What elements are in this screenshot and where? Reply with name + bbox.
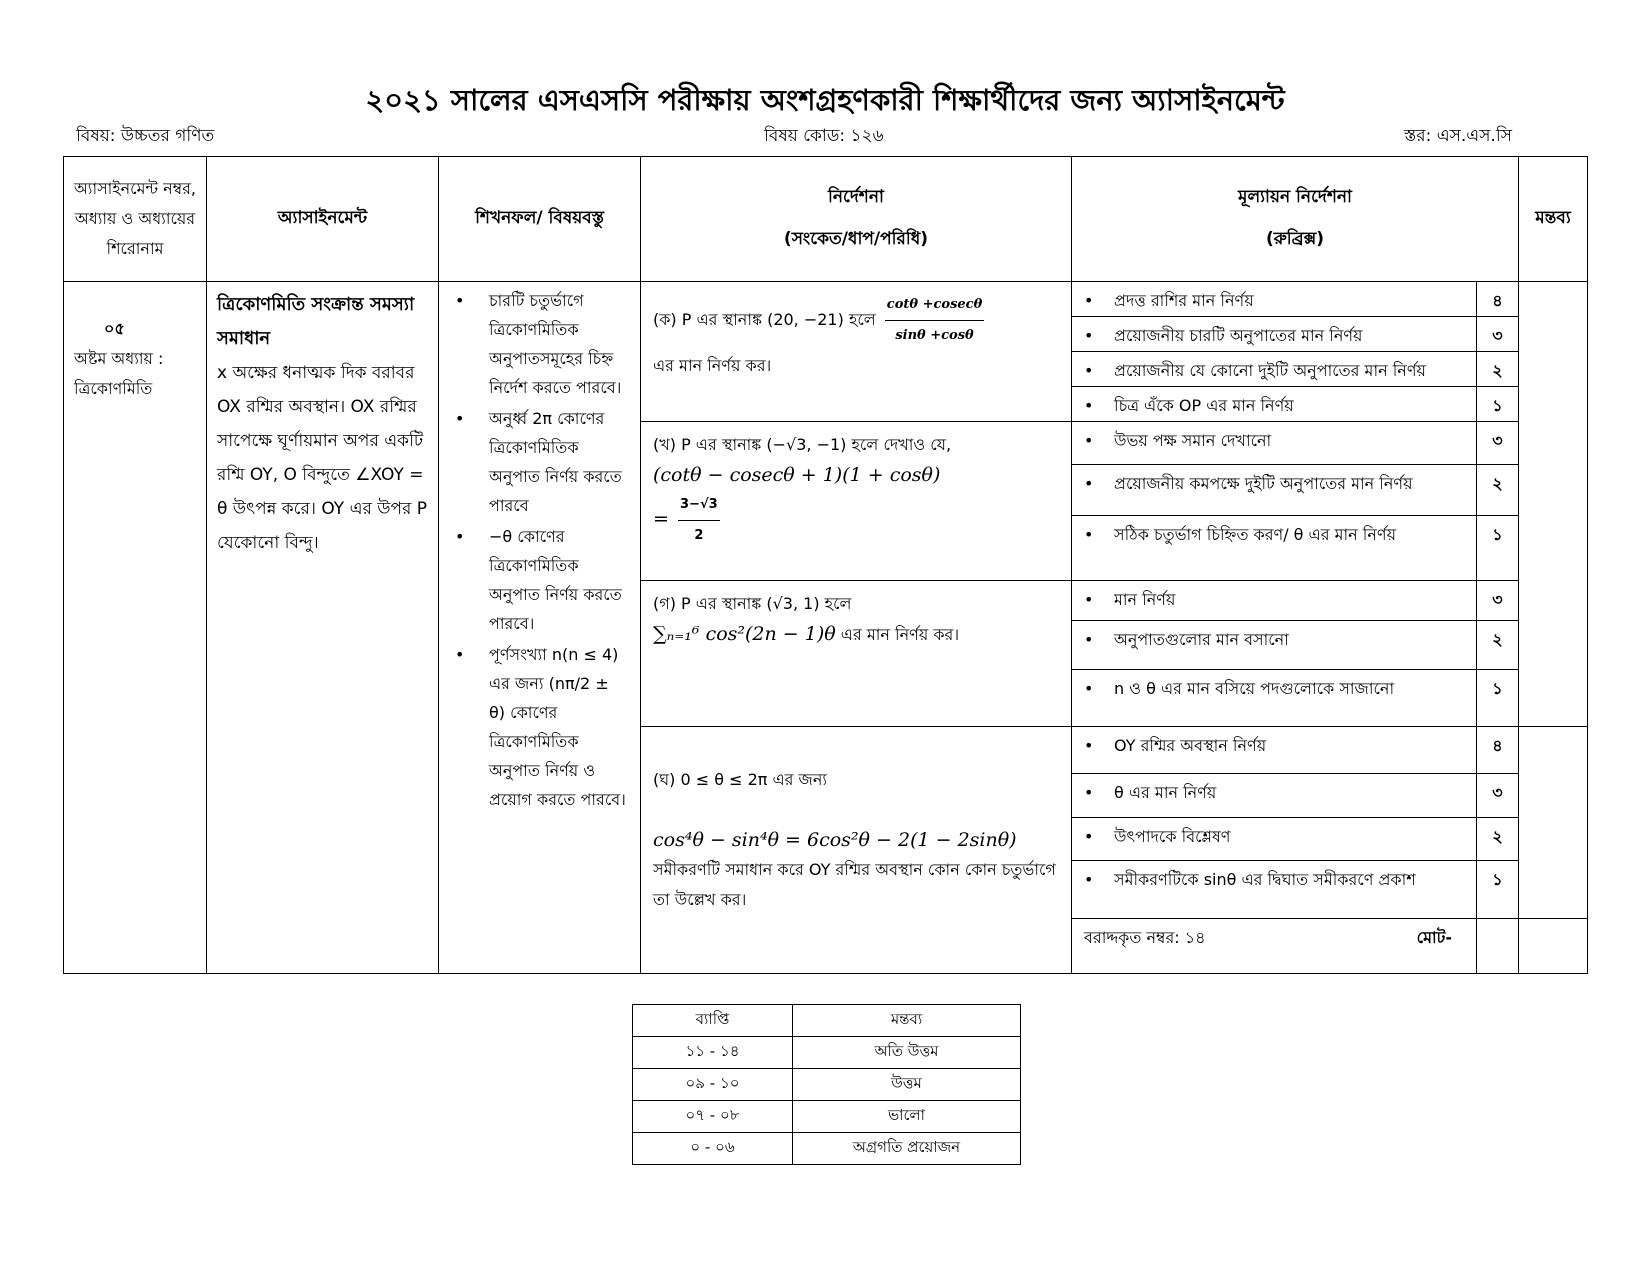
chapter-title: অষ্টম অধ্যায় : ত্রিকোণমিতি — [74, 348, 164, 398]
rubric-marks: ২ — [1477, 352, 1519, 386]
range-cell: ১১ - ১৪ — [633, 1037, 793, 1069]
total-value-cell — [1477, 919, 1519, 974]
header-outcomes: শিখনফল/ বিষয়বস্তু — [439, 157, 641, 282]
range-header: ব্যাপ্তি — [633, 1005, 793, 1037]
subject-label: বিষয়: উচ্চতর গণিত — [76, 126, 215, 146]
page-title: ২০২১ সালের এসএসসি পরীক্ষায় অংশগ্রহণকারী শিক্ষার্থীদের জন্য অ্যাসাইনমেন্ট — [365, 83, 1285, 117]
header-comment: মন্তব্য — [1519, 157, 1588, 282]
rubric-item: • অনুপাতগুলোর মান বসানো — [1072, 621, 1477, 669]
remark-cell: অতি উত্তম — [793, 1037, 1021, 1069]
fraction-numerator: 3−√3 — [678, 490, 720, 521]
header-instructions-main: নির্দেশনা — [828, 186, 884, 207]
allotted-marks: বরাদ্দকৃত নম্বর: ১৪ — [1084, 928, 1206, 948]
range-cell: ০৭ - ০৮ — [633, 1101, 793, 1133]
instruction-ka-fraction — [885, 290, 984, 351]
rubric-item: • প্রয়োজনীয় কমপক্ষে দুইটি অনুপাতের মান নির্ণয় — [1072, 465, 1477, 515]
assignment-title: ত্রিকোণমিতি সংক্রান্ত সমস্যা সমাধান — [217, 293, 415, 349]
rubric-marks: ২ — [1477, 817, 1519, 860]
level-label: স্তর: এস.এস.সি — [1404, 126, 1512, 146]
instruction-gha — [641, 727, 1072, 974]
outcome-item: • পূর্ণসংখ্যা n(n ≤ 4) এর জন্য (nπ/2 ± θ) কোণের ত্রিকোণমিতিক অনুপাত নির্ণয় ও প্রয়োগ করতে পারবে। — [451, 640, 628, 814]
header-assignment: অ্যাসাইনমেন্ট — [207, 157, 439, 282]
range-cell: ০৯ - ১০ — [633, 1069, 793, 1101]
instruction-ka — [641, 281, 1072, 421]
rubric-item: • সমীকরণটিকে sinθ এর দ্বিঘাত সমীকরণে প্রকাশ — [1072, 861, 1477, 919]
rubric-item: • OY রশ্মির অবস্থান নির্ণয় — [1072, 727, 1477, 774]
rubric-marks: ৪ — [1477, 281, 1519, 316]
total-label: মোট- — [1416, 928, 1452, 948]
outcomes-cell — [439, 281, 641, 973]
instruction-gha-text: (ঘ) 0 ≤ θ ≤ 2π এর জন্য — [653, 770, 828, 790]
rubric-item: • n ও θ এর মান বসিয়ে পদগুলোকে সাজানো — [1072, 669, 1477, 726]
rubric-item: • প্রদত্ত রাশির মান নির্ণয় — [1072, 281, 1477, 316]
remark-cell: অগ্রগতি প্রয়োজন — [793, 1133, 1021, 1165]
assignment-number-cell — [64, 281, 207, 973]
instruction-ga-text: (গ) P এর স্থানাঙ্ক (√3, 1) হলে — [653, 594, 852, 614]
instruction-ka-tail: এর মান নির্ণয় কর। — [653, 355, 772, 375]
rubric-item: • θ এর মান নির্ণয় — [1072, 774, 1477, 817]
assignment-body: x অক্ষের ধনাত্মক দিক বরাবর OX রশ্মির অবস্থান। OX রশ্মির সাপেক্ষে ঘূর্ণায়মান অপর একটি রশ্মি OY, O বিন্দুতে ∠XOY = θ উৎপন্ন করে। OY এর উপর P যেকোনো বিন্দু। — [217, 362, 428, 553]
allotted-marks-cell — [1072, 919, 1477, 974]
header-rubric-sub: (রুব্রিক্স) — [1265, 228, 1325, 249]
range-cell: ০ - ০৬ — [633, 1133, 793, 1165]
fraction-numerator: cotθ +cosecθ — [885, 290, 984, 321]
assignment-table — [63, 156, 1588, 974]
instruction-kha — [641, 421, 1072, 580]
instruction-kha-fraction — [678, 490, 720, 551]
assignment-number: ০৫ — [104, 318, 125, 338]
header-instructions — [641, 157, 1072, 282]
rubric-marks: ৩ — [1477, 317, 1519, 352]
header-assignment-number: অ্যাসাইনমেন্ট নম্বর, অধ্যায় ও অধ্যায়ের শিরোনাম — [64, 157, 207, 282]
header-rubric — [1072, 157, 1519, 282]
equals-sign: = — [653, 507, 669, 530]
rubric-item: • প্রয়োজনীয় যে কোনো দুইটি অনুপাতের মান নির্ণয় — [1072, 352, 1477, 386]
instruction-kha-text: (খ) P এর স্থানাঙ্ক (−√3, −1) হলে দেখাও যে, — [653, 434, 952, 454]
rubric-marks: ১ — [1477, 861, 1519, 919]
score-range-table — [632, 1004, 1021, 1165]
outcome-item: • −θ কোণের ত্রিকোণমিতিক অনুপাত নির্ণয় করতে পারবে। — [451, 522, 628, 638]
rubric-marks: ২ — [1477, 465, 1519, 515]
remark-cell: উত্তম — [793, 1069, 1021, 1101]
instruction-gha-tail: সমীকরণটি সমাধান করে OY রশ্মির অবস্থান কোন কোন চতুর্ভাগে তা উল্লেখ কর। — [653, 860, 1056, 910]
comment-cell — [1519, 919, 1588, 974]
header-instructions-sub: (সংকেত/ধাপ/পরিধি) — [783, 228, 929, 249]
rubric-marks: ৩ — [1477, 421, 1519, 464]
remark-cell: ভালো — [793, 1101, 1021, 1133]
header-rubric-main: মূল্যায়ন নির্দেশনা — [1238, 186, 1352, 207]
outcome-item: • চারটি চতুর্ভাগে ত্রিকোণমিতিক অনুপাতসমূহের চিহ্ন নির্দেশ করতে পারবে। — [451, 286, 628, 402]
subject-code-label: বিষয় কোড: ১২৬ — [764, 126, 884, 146]
rubric-item: • মান নির্ণয় — [1072, 581, 1477, 621]
outcome-item: • অনুর্ধ্ব 2π কোণের ত্রিকোণমিতিক অনুপাত নির্ণয় করতে পারবে — [451, 404, 628, 520]
assignment-cell — [207, 281, 439, 973]
rubric-marks: ৩ — [1477, 581, 1519, 621]
instruction-ga-expr: ∑ₙ₌₁⁶ cos²(2n − 1)θ — [653, 623, 836, 646]
rubric-marks: ২ — [1477, 621, 1519, 669]
remark-header: মন্তব্য — [793, 1005, 1021, 1037]
instruction-ka-text: (ক) P এর স্থানাঙ্ক (20, −21) হলে — [653, 309, 876, 329]
rubric-item: • প্রয়োজনীয় চারটি অনুপাতের মান নির্ণয় — [1072, 317, 1477, 352]
rubric-item: • চিত্র এঁকে OP এর মান নির্ণয় — [1072, 386, 1477, 421]
fraction-denominator: 2 — [694, 527, 704, 543]
rubric-marks: ১ — [1477, 386, 1519, 421]
rubric-item: • উভয় পক্ষ সমান দেখানো — [1072, 421, 1477, 464]
instruction-ga — [641, 581, 1072, 727]
rubric-marks: ৪ — [1477, 727, 1519, 774]
comment-cell — [1519, 727, 1588, 919]
rubric-marks: ১ — [1477, 515, 1519, 580]
instruction-gha-expr: cos⁴θ − sin⁴θ = 6cos²θ − 2(1 − 2sinθ) — [653, 829, 1017, 852]
comment-cell — [1519, 281, 1588, 726]
fraction-denominator: sinθ +cosθ — [895, 327, 974, 343]
rubric-item: • উৎপাদকে বিশ্লেষণ — [1072, 817, 1477, 860]
instruction-ga-tail: এর মান নির্ণয় কর। — [840, 625, 960, 645]
instruction-kha-expr: (cotθ − cosecθ + 1)(1 + cosθ) — [653, 463, 941, 486]
rubric-marks: ১ — [1477, 669, 1519, 726]
rubric-marks: ৩ — [1477, 774, 1519, 817]
rubric-item: • সঠিক চতুর্ভাগ চিহ্নিত করণ/ θ এর মান নির্ণয় — [1072, 515, 1477, 580]
